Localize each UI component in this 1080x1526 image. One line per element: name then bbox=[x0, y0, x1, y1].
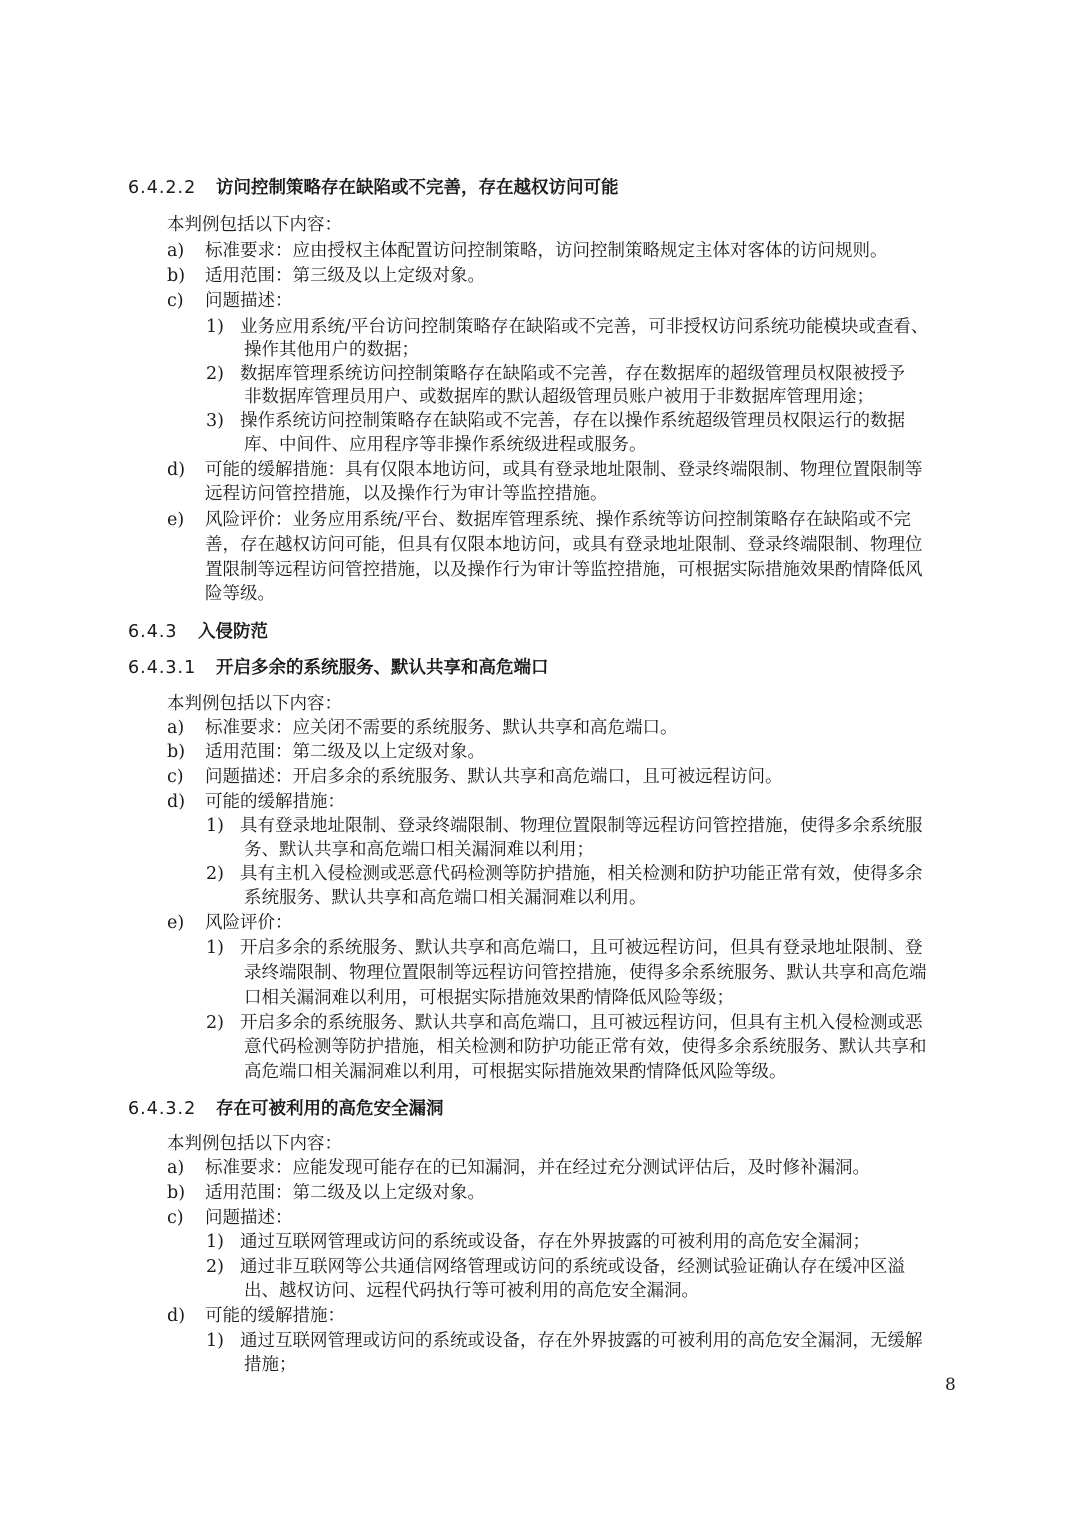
list-item-d bbox=[167, 457, 923, 483]
list-item-b bbox=[167, 263, 485, 289]
intro-text: 本判例包括以下内容： bbox=[167, 1134, 342, 1154]
sub-text-cont: 库、中间件、应用程序等非操作系统级进程或服务。 bbox=[244, 435, 647, 455]
list-text: 问题描述： bbox=[205, 291, 293, 311]
list-text: 适用范围：第二级及以上定级对象。 bbox=[205, 742, 485, 762]
section-heading-6-4-2-2 bbox=[128, 175, 619, 201]
sub-text-cont: 措施； bbox=[244, 1355, 297, 1375]
list-item-e bbox=[167, 910, 293, 936]
section-title: 访问控制策略存在缺陷或不完善，存在越权访问可能 bbox=[216, 178, 619, 198]
intro-text: 本判例包括以下内容： bbox=[167, 694, 342, 714]
sub-text: 数据库管理系统访问控制策略存在缺陷或不完善，存在数据库的超级管理员权限被授予 bbox=[240, 364, 905, 384]
sub-item-2 bbox=[206, 1010, 923, 1036]
sub-item-1 bbox=[206, 1229, 870, 1255]
list-item-a bbox=[167, 1155, 870, 1181]
list-marker: b) bbox=[167, 742, 186, 762]
sub-text: 开启多余的系统服务、默认共享和高危端口，且可被远程访问，但具有主机入侵检测或恶 bbox=[240, 1013, 923, 1033]
section-title: 入侵防范 bbox=[198, 622, 268, 642]
sub-text: 通过互联网管理或访问的系统或设备，存在外界披露的可被利用的高危安全漏洞，无缓解 bbox=[240, 1331, 923, 1351]
sub-item-2 bbox=[206, 1254, 905, 1280]
sub-text: 开启多余的系统服务、默认共享和高危端口，且可被远程访问，但具有登录地址限制、登 bbox=[240, 938, 923, 958]
list-text: 问题描述：开启多余的系统服务、默认共享和高危端口，且可被远程访问。 bbox=[205, 767, 783, 787]
list-marker: c) bbox=[167, 767, 184, 787]
sub-text: 具有登录地址限制、登录终端限制、物理位置限制等远程访问管控措施，使得多余系统服 bbox=[240, 816, 923, 836]
sub-text-cont: 意代码检测等防护措施，相关检测和防护功能正常有效，使得多余系统服务、默认共享和 bbox=[244, 1037, 927, 1057]
sub-text: 通过非互联网等公共通信网络管理或访问的系统或设备，经测试验证确认存在缓冲区溢 bbox=[240, 1257, 905, 1277]
list-text: 标准要求：应能发现可能存在的已知漏洞，并在经过充分测试评估后，及时修补漏洞。 bbox=[205, 1158, 870, 1178]
sub-text: 通过互联网管理或访问的系统或设备，存在外界披露的可被利用的高危安全漏洞； bbox=[240, 1232, 870, 1252]
list-text: 适用范围：第二级及以上定级对象。 bbox=[205, 1183, 485, 1203]
sub-marker: 2) bbox=[206, 864, 224, 884]
list-item-b bbox=[167, 739, 485, 765]
list-text-cont: 善，存在越权访问可能，但具有仅限本地访问，或具有登录地址限制、登录终端限制、物理位 bbox=[205, 535, 923, 555]
sub-marker: 1) bbox=[206, 1331, 224, 1351]
list-marker: c) bbox=[167, 1208, 184, 1228]
sub-item-1 bbox=[206, 935, 923, 961]
section-number: 6.4.3.1 bbox=[128, 658, 197, 678]
list-item-d bbox=[167, 789, 345, 815]
list-item-c bbox=[167, 288, 293, 314]
sub-text-cont: 非数据库管理员用户、或数据库的默认超级管理员账户被用于非数据库管理用途； bbox=[244, 387, 874, 407]
section-title: 存在可被利用的高危安全漏洞 bbox=[216, 1099, 444, 1119]
sub-text-cont: 出、越权访问、远程代码执行等可被利用的高危安全漏洞。 bbox=[244, 1281, 699, 1301]
list-marker: b) bbox=[167, 266, 186, 286]
sub-text-cont: 口相关漏洞难以利用，可根据实际措施效果酌情降低风险等级； bbox=[244, 988, 734, 1008]
list-text-cont: 置限制等远程访问管控措施，以及操作行为审计等监控措施，可根据实际措施效果酌情降低风 bbox=[205, 560, 923, 580]
sub-text-cont: 务、默认共享和高危端口相关漏洞难以利用； bbox=[244, 840, 594, 860]
list-text: 问题描述： bbox=[205, 1208, 293, 1228]
list-text: 可能的缓解措施：具有仅限本地访问，或具有登录地址限制、登录终端限制、物理位置限制等 bbox=[205, 460, 923, 480]
list-item-a bbox=[167, 715, 678, 741]
section-title: 开启多余的系统服务、默认共享和高危端口 bbox=[216, 658, 549, 678]
sub-text-cont: 操作其他用户的数据； bbox=[244, 340, 419, 360]
list-text: 标准要求：应关闭不需要的系统服务、默认共享和高危端口。 bbox=[205, 718, 678, 738]
list-item-d bbox=[167, 1303, 345, 1329]
list-marker: a) bbox=[167, 718, 185, 738]
list-marker: a) bbox=[167, 1158, 185, 1178]
sub-marker: 2) bbox=[206, 1013, 224, 1033]
sub-item-1 bbox=[206, 1328, 923, 1354]
list-item-c bbox=[167, 764, 783, 790]
sub-text: 具有主机入侵检测或恶意代码检测等防护措施，相关检测和防护功能正常有效，使得多余 bbox=[240, 864, 923, 884]
list-text-cont: 险等级。 bbox=[205, 584, 275, 604]
sub-text: 操作系统访问控制策略存在缺陷或不完善，存在以操作系统超级管理员权限运行的数据 bbox=[240, 411, 905, 431]
list-marker: d) bbox=[167, 792, 186, 812]
list-marker: d) bbox=[167, 460, 186, 480]
sub-text-cont: 高危端口相关漏洞难以利用，可根据实际措施效果酌情降低风险等级。 bbox=[244, 1062, 787, 1082]
sub-text: 业务应用系统/平台访问控制策略存在缺陷或不完善，可非授权访问系统功能模块或查看、 bbox=[240, 317, 929, 337]
list-marker: d) bbox=[167, 1306, 186, 1326]
list-text: 适用范围：第三级及以上定级对象。 bbox=[205, 266, 485, 286]
sub-marker: 2) bbox=[206, 364, 224, 384]
sub-marker: 1) bbox=[206, 317, 224, 337]
sub-item-3 bbox=[206, 408, 905, 434]
section-heading-6-4-3 bbox=[128, 619, 268, 645]
list-text: 风险评价： bbox=[205, 913, 293, 933]
section-number: 6.4.2.2 bbox=[128, 178, 197, 198]
sub-text-cont: 系统服务、默认共享和高危端口相关漏洞难以利用。 bbox=[244, 888, 647, 908]
sub-item-2 bbox=[206, 861, 923, 887]
list-item-e bbox=[167, 507, 911, 533]
sub-marker: 3) bbox=[206, 411, 224, 431]
sub-marker: 1) bbox=[206, 816, 224, 836]
list-item-a bbox=[167, 238, 888, 264]
section-heading-6-4-3-1 bbox=[128, 655, 549, 681]
list-text: 可能的缓解措施： bbox=[205, 792, 345, 812]
intro-text: 本判例包括以下内容： bbox=[167, 215, 342, 235]
sub-marker: 2) bbox=[206, 1257, 224, 1277]
list-text: 可能的缓解措施： bbox=[205, 1306, 345, 1326]
list-item-c bbox=[167, 1205, 293, 1231]
list-text-cont: 远程访问管控措施，以及操作行为审计等监控措施。 bbox=[205, 484, 608, 504]
list-marker: c) bbox=[167, 291, 184, 311]
list-marker: e) bbox=[167, 913, 185, 933]
section-number: 6.4.3.2 bbox=[128, 1099, 197, 1119]
list-marker: e) bbox=[167, 510, 185, 530]
list-item-b bbox=[167, 1180, 485, 1206]
sub-marker: 1) bbox=[206, 1232, 224, 1252]
section-heading-6-4-3-2 bbox=[128, 1096, 444, 1122]
page-number: 8 bbox=[945, 1375, 956, 1395]
list-text: 标准要求：应由授权主体配置访问控制策略，访问控制策略规定主体对客体的访问规则。 bbox=[205, 241, 888, 261]
list-marker: a) bbox=[167, 241, 185, 261]
sub-marker: 1) bbox=[206, 938, 224, 958]
sub-item-1 bbox=[206, 813, 923, 839]
section-number: 6.4.3 bbox=[128, 622, 178, 642]
sub-text-cont: 录终端限制、物理位置限制等远程访问管控措施，使得多余系统服务、默认共享和高危端 bbox=[244, 963, 927, 983]
list-marker: b) bbox=[167, 1183, 186, 1203]
list-text: 风险评价：业务应用系统/平台、数据库管理系统、操作系统等访问控制策略存在缺陷或不完 bbox=[205, 510, 911, 530]
